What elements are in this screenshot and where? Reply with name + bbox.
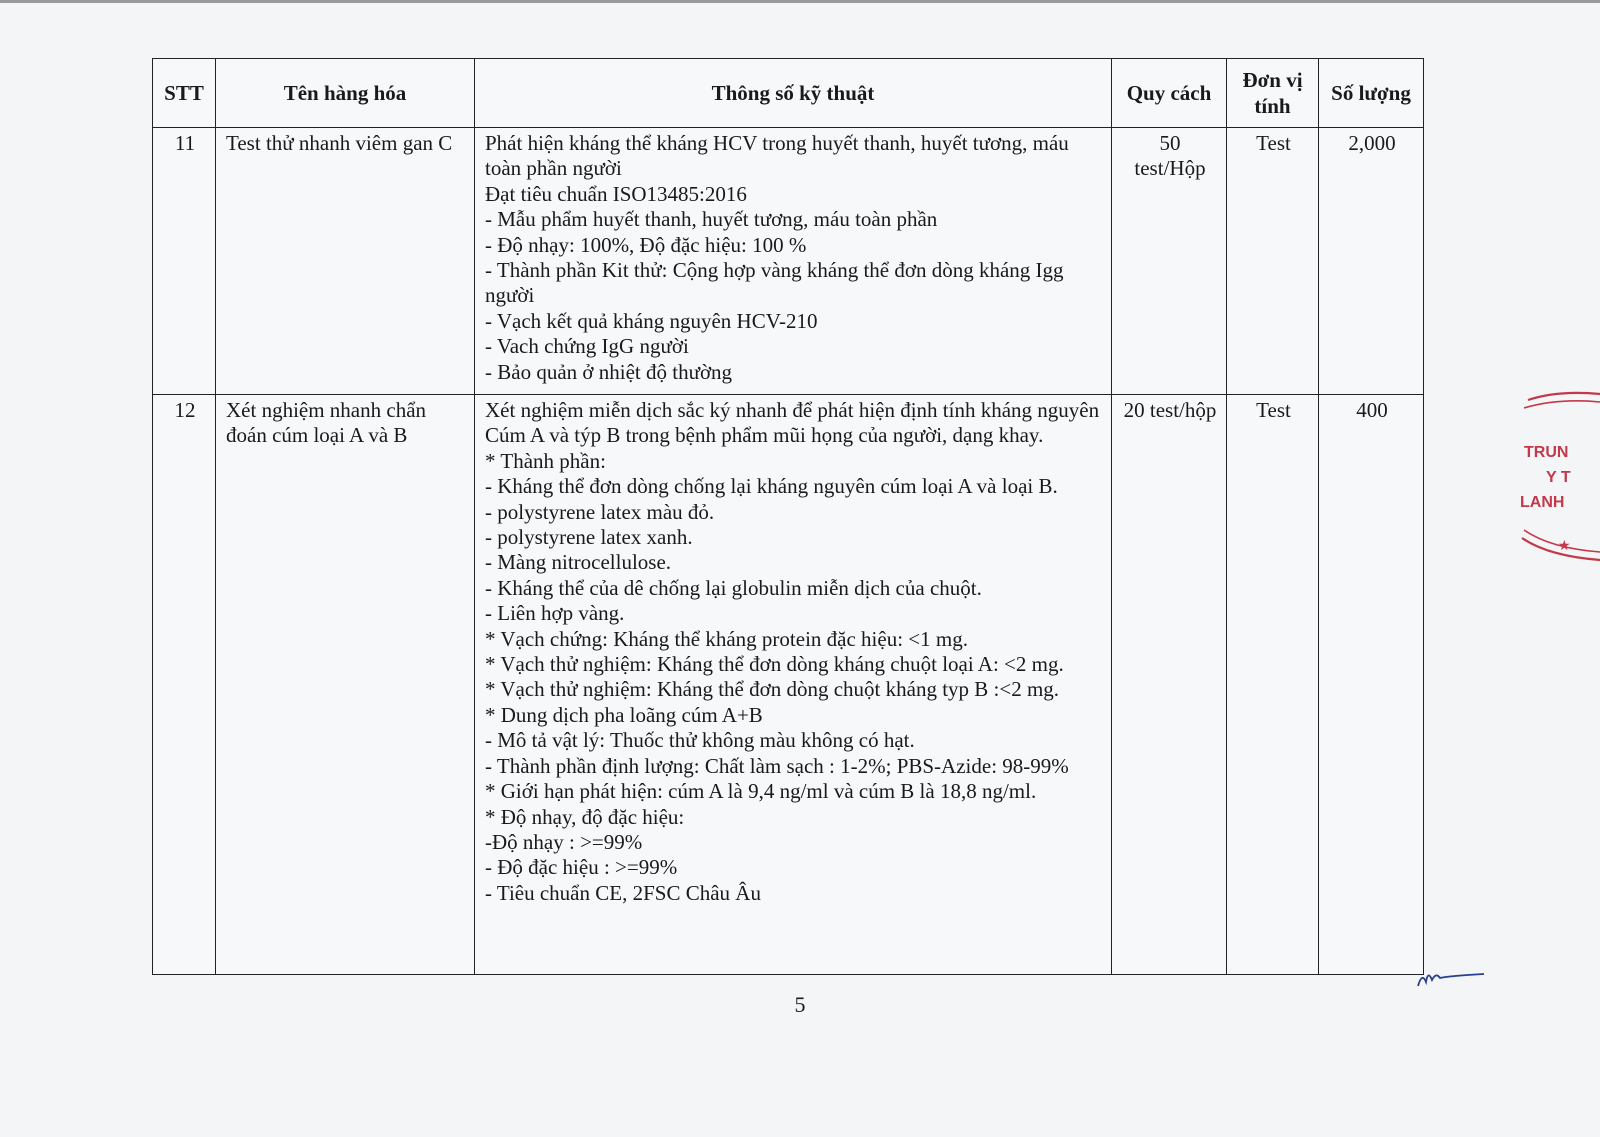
- stamp-text-line: TRUN: [1524, 444, 1569, 461]
- spec-line: - polystyrene latex xanh.: [485, 525, 693, 550]
- svg-text:★: ★: [1558, 538, 1571, 554]
- signature-mark: [1414, 962, 1494, 997]
- spec-line: - Kháng thể của dê chống lại globulin miễn dịch của chuột.: [485, 575, 982, 600]
- spec-line: - Thành phần Kit thử: Cộng hợp vàng kháng thể đơn dòng kháng Igg người: [485, 258, 1064, 308]
- row-unit: Test: [1227, 395, 1319, 975]
- row-stt: 11: [153, 128, 216, 395]
- row-specification: [475, 128, 1112, 395]
- spec-line: -Độ nhạy : >=99%: [485, 829, 643, 854]
- stamp-text-line: LANH: [1520, 494, 1565, 511]
- header-quantity: Số lượng: [1319, 59, 1424, 128]
- spec-line: * Dung dịch pha loãng cúm A+B: [485, 702, 763, 727]
- scan-top-edge: [0, 0, 1600, 3]
- header-unit: Đơn vị tính: [1227, 59, 1319, 128]
- row-product-name: Xét nghiệm nhanh chẩn đoán cúm loại A và B: [216, 395, 475, 975]
- spec-line: - Độ nhạy: 100%, Độ đặc hiệu: 100 %: [485, 232, 807, 257]
- header-specification: Thông số kỹ thuật: [475, 59, 1112, 128]
- table-header-row: [153, 59, 1424, 128]
- spec-line: * Độ nhạy, độ đặc hiệu:: [485, 804, 685, 829]
- spec-line: * Thành phần:: [485, 448, 606, 473]
- spec-line: - Tiêu chuẩn CE, 2FSC Châu Âu: [485, 880, 761, 905]
- spec-line: Xét nghiệm miễn dịch sắc ký nhanh để phát hiện định tính kháng nguyên Cúm A và týp B trong bệnh phẩm mũi họng của người, dạng khay.: [485, 398, 1100, 448]
- row-specification: [475, 395, 1112, 975]
- row-packing: 20 test/hộp: [1112, 395, 1227, 975]
- page-number: 5: [794, 992, 806, 1017]
- row-quantity: 400: [1319, 395, 1424, 975]
- row-unit: Test: [1227, 128, 1319, 395]
- spec-line: - Bảo quản ở nhiệt độ thường: [485, 359, 733, 384]
- spec-line: - Màng nitrocellulose.: [485, 550, 672, 575]
- table-row: [153, 128, 1424, 395]
- signature-icon: [1414, 962, 1494, 992]
- spec-line: * Giới hạn phát hiện: cúm A là 9,4 ng/ml và cúm B là 18,8 ng/ml.: [485, 779, 1037, 804]
- row-stt: 12: [153, 395, 216, 975]
- spec-line: - Kháng thể đơn dòng chống lại kháng nguyên cúm loại A và loại B.: [485, 474, 1058, 499]
- spec-line: - Thành phần định lượng: Chất làm sạch : 1-2%; PBS-Azide: 98-99%: [485, 753, 1069, 778]
- spec-line: - Mẫu phẩm huyết thanh, huyết tương, máu toàn phần: [485, 207, 938, 232]
- header-packing: Quy cách: [1112, 59, 1227, 128]
- row-quantity: 2,000: [1319, 128, 1424, 395]
- row-packing: 50 test/Hộp: [1112, 128, 1227, 395]
- spec-line: - Mô tả vật lý: Thuốc thử không màu không có hạt.: [485, 728, 915, 753]
- spec-line: Đạt tiêu chuẩn ISO13485:2016: [485, 181, 747, 206]
- header-product-name: Tên hàng hóa: [216, 59, 475, 128]
- specification-table: [152, 58, 1424, 975]
- spec-line: * Vạch thử nghiệm: Kháng thể đơn dòng chuột kháng typ B :<2 mg.: [485, 677, 1060, 702]
- spec-line: - Liên hợp vàng.: [485, 601, 625, 626]
- spec-line: * Vạch chứng: Kháng thể kháng protein đặc hiệu: <1 mg.: [485, 626, 968, 651]
- official-seal-stamp: [1518, 388, 1600, 568]
- spec-line: Phát hiện kháng thể kháng HCV trong huyết thanh, huyết tương, máu toàn phần người: [485, 131, 1069, 181]
- spec-line: * Vạch thử nghiệm: Kháng thể đơn dòng kháng chuột loại A: <2 mg.: [485, 652, 1064, 677]
- spec-line: - polystyrene latex màu đỏ.: [485, 499, 715, 524]
- spec-line: - Vach chứng IgG người: [485, 334, 689, 359]
- table-row: [153, 395, 1424, 975]
- stamp-text-line: Y T: [1546, 469, 1571, 486]
- header-stt: STT: [153, 59, 216, 128]
- row-product-name: Test thử nhanh viêm gan C: [216, 128, 475, 395]
- spec-line: - Vạch kết quả kháng nguyên HCV-210: [485, 308, 818, 333]
- spec-line: - Độ đặc hiệu : >=99%: [485, 855, 678, 880]
